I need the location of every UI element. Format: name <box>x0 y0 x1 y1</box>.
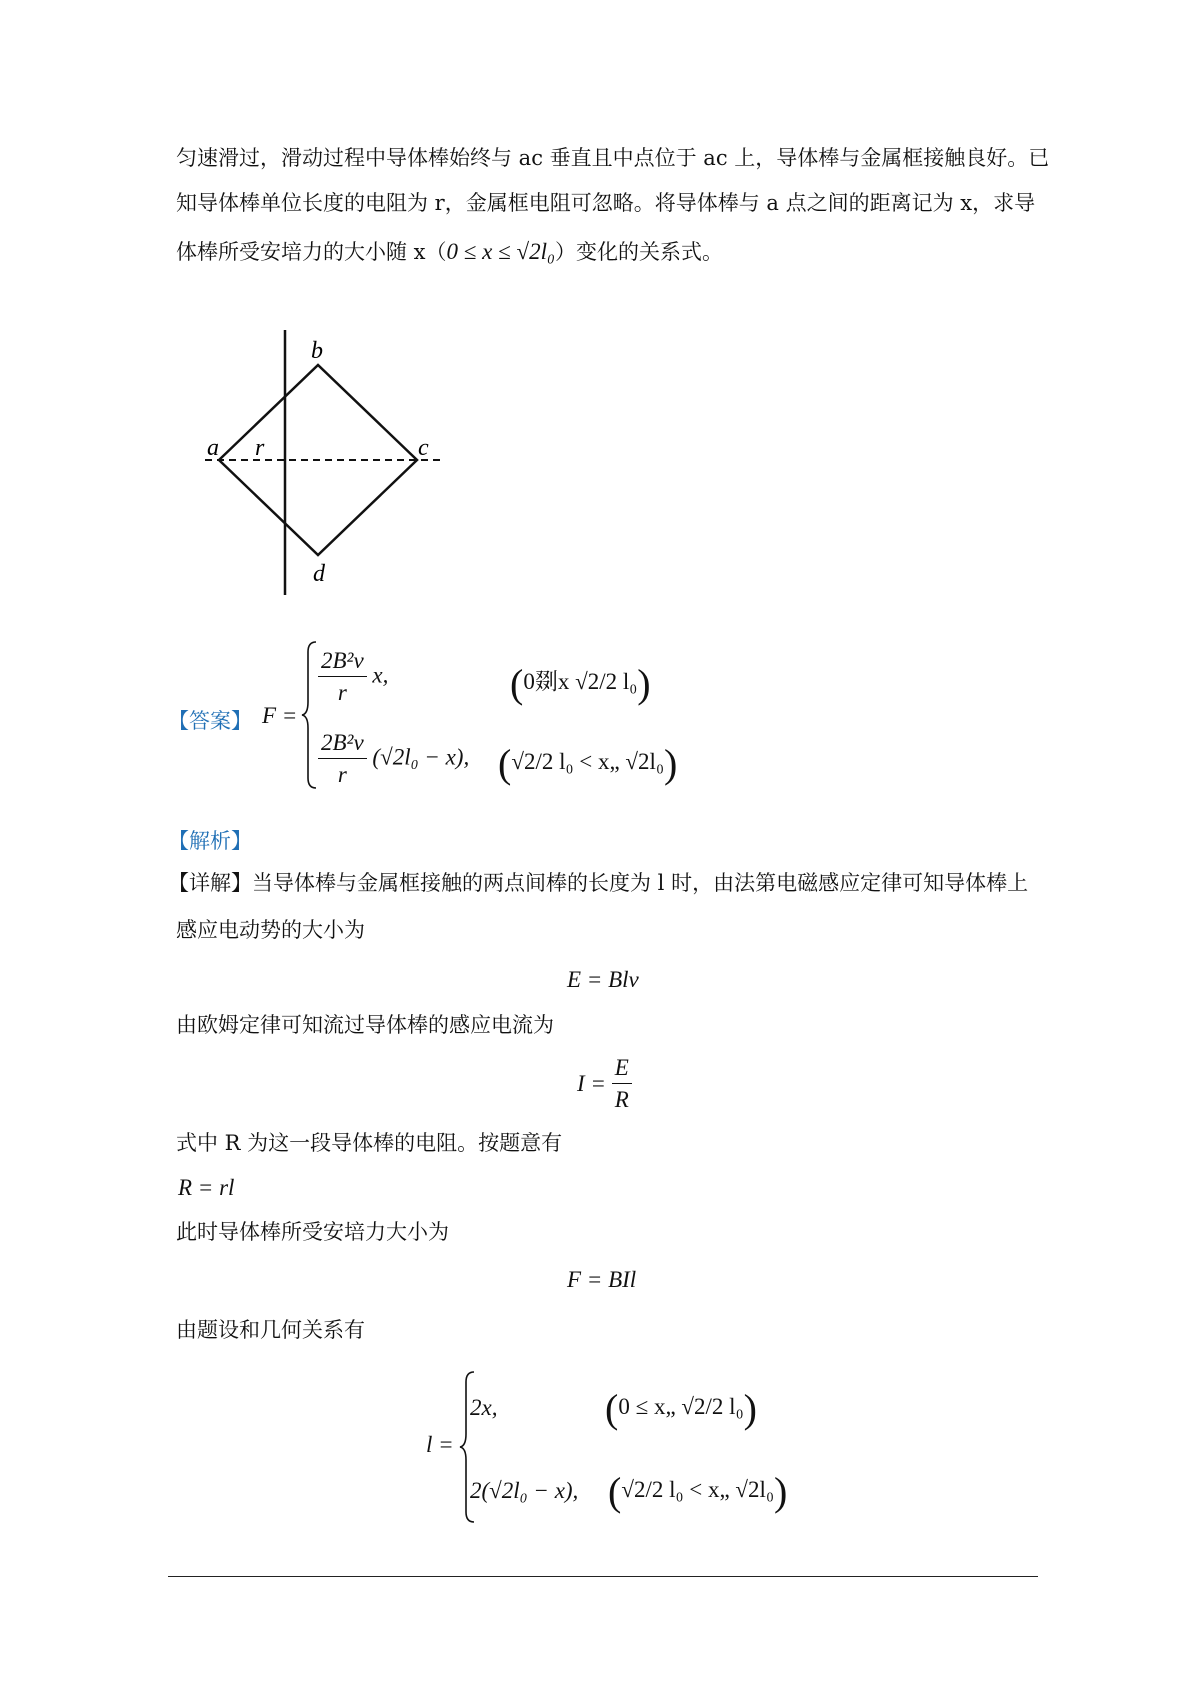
answer-case2-fraction: $\frac{\text{2B²v}}{r}$ <box>318 730 367 788</box>
length-case-2-condition: (√2/2 l₀ < x„ √2l₀) <box>608 1469 788 1514</box>
label-a: a <box>207 435 219 461</box>
answer-case-1-condition: (0剟x √2/2 l₀) <box>510 661 651 706</box>
range-condition: 0 ≤ x ≤ √2l₀ <box>446 239 555 264</box>
solution-line-1 <box>168 873 1028 894</box>
equation-emf: E = Blv <box>567 967 639 992</box>
square-frame-figure <box>195 325 455 595</box>
length-case-1-condition: (0 ≤ x„ √2/2 l₀) <box>605 1386 757 1431</box>
problem-line-3-end: ）变化的关系式。 <box>555 240 723 264</box>
footer-rule <box>168 1576 1038 1577</box>
answer-lhs-text: F = <box>262 703 298 728</box>
equation-current-lhs: I = <box>577 1071 606 1096</box>
problem-line-3-start: 体棒所受安培力的大小随 x（ <box>176 240 447 264</box>
answer-case-2 <box>318 730 469 788</box>
label-d: d <box>313 561 325 587</box>
equation-length-lhs: l = <box>426 1432 454 1457</box>
answer-brace <box>300 640 320 790</box>
solution-line-5: 此时导体棒所受安培力大小为 <box>176 1220 449 1244</box>
answer-case1-fraction: $\frac{\text{2B²v}}{r}$ <box>318 648 367 706</box>
answer-case2-tail: (√2l₀ − x), <box>372 744 470 770</box>
solution-line-1-text: 当导体棒与金属框接触的两点间棒的长度为 l 时，由法第电磁感应定律可知导体棒上 <box>252 871 1029 895</box>
solution-label: 【详解】 <box>168 871 252 895</box>
solution-line-6: 由题设和几何关系有 <box>176 1318 365 1342</box>
answer-case1-tail: x, <box>372 662 389 688</box>
length-case-1: 2x, <box>470 1395 498 1420</box>
answer-lhs <box>262 703 297 729</box>
equation-resistance: R = rl <box>178 1175 235 1200</box>
problem-line-1: 匀速滑过，滑动过程中导体棒始终与 ac 垂直且中点位于 ac 上，导体棒与金属框接触良好。已 <box>176 146 1050 170</box>
equation-current-fraction: $\frac{E}{R}$ <box>612 1055 632 1113</box>
label-c: c <box>418 435 429 461</box>
length-case-2: 2(√2l₀ − x), <box>470 1478 579 1503</box>
label-b: b <box>311 338 323 364</box>
answer-case-1 <box>318 648 388 706</box>
equation-current <box>577 1055 632 1113</box>
solution-line-3: 由欧姆定律可知流过导体棒的感应电流为 <box>176 1013 554 1037</box>
label-r: r <box>255 435 265 461</box>
solution-line-2: 感应电动势的大小为 <box>176 918 365 942</box>
problem-line-2: 知导体棒单位长度的电阻为 r，金属框电阻可忽略。将导体棒与 a 点之间的距离记为 x，求导 <box>176 191 1036 215</box>
answer-case-2-condition: (√2/2 l₀ < x„ √2l₀) <box>498 741 678 786</box>
analysis-label: 【解析】 <box>168 829 252 853</box>
problem-line-3 <box>176 240 723 263</box>
answer-label: 【答案】 <box>168 709 252 733</box>
equation-force: F = BIl <box>567 1267 637 1292</box>
solution-line-4: 式中 R 为这一段导体棒的电阻。按题意有 <box>176 1131 563 1155</box>
